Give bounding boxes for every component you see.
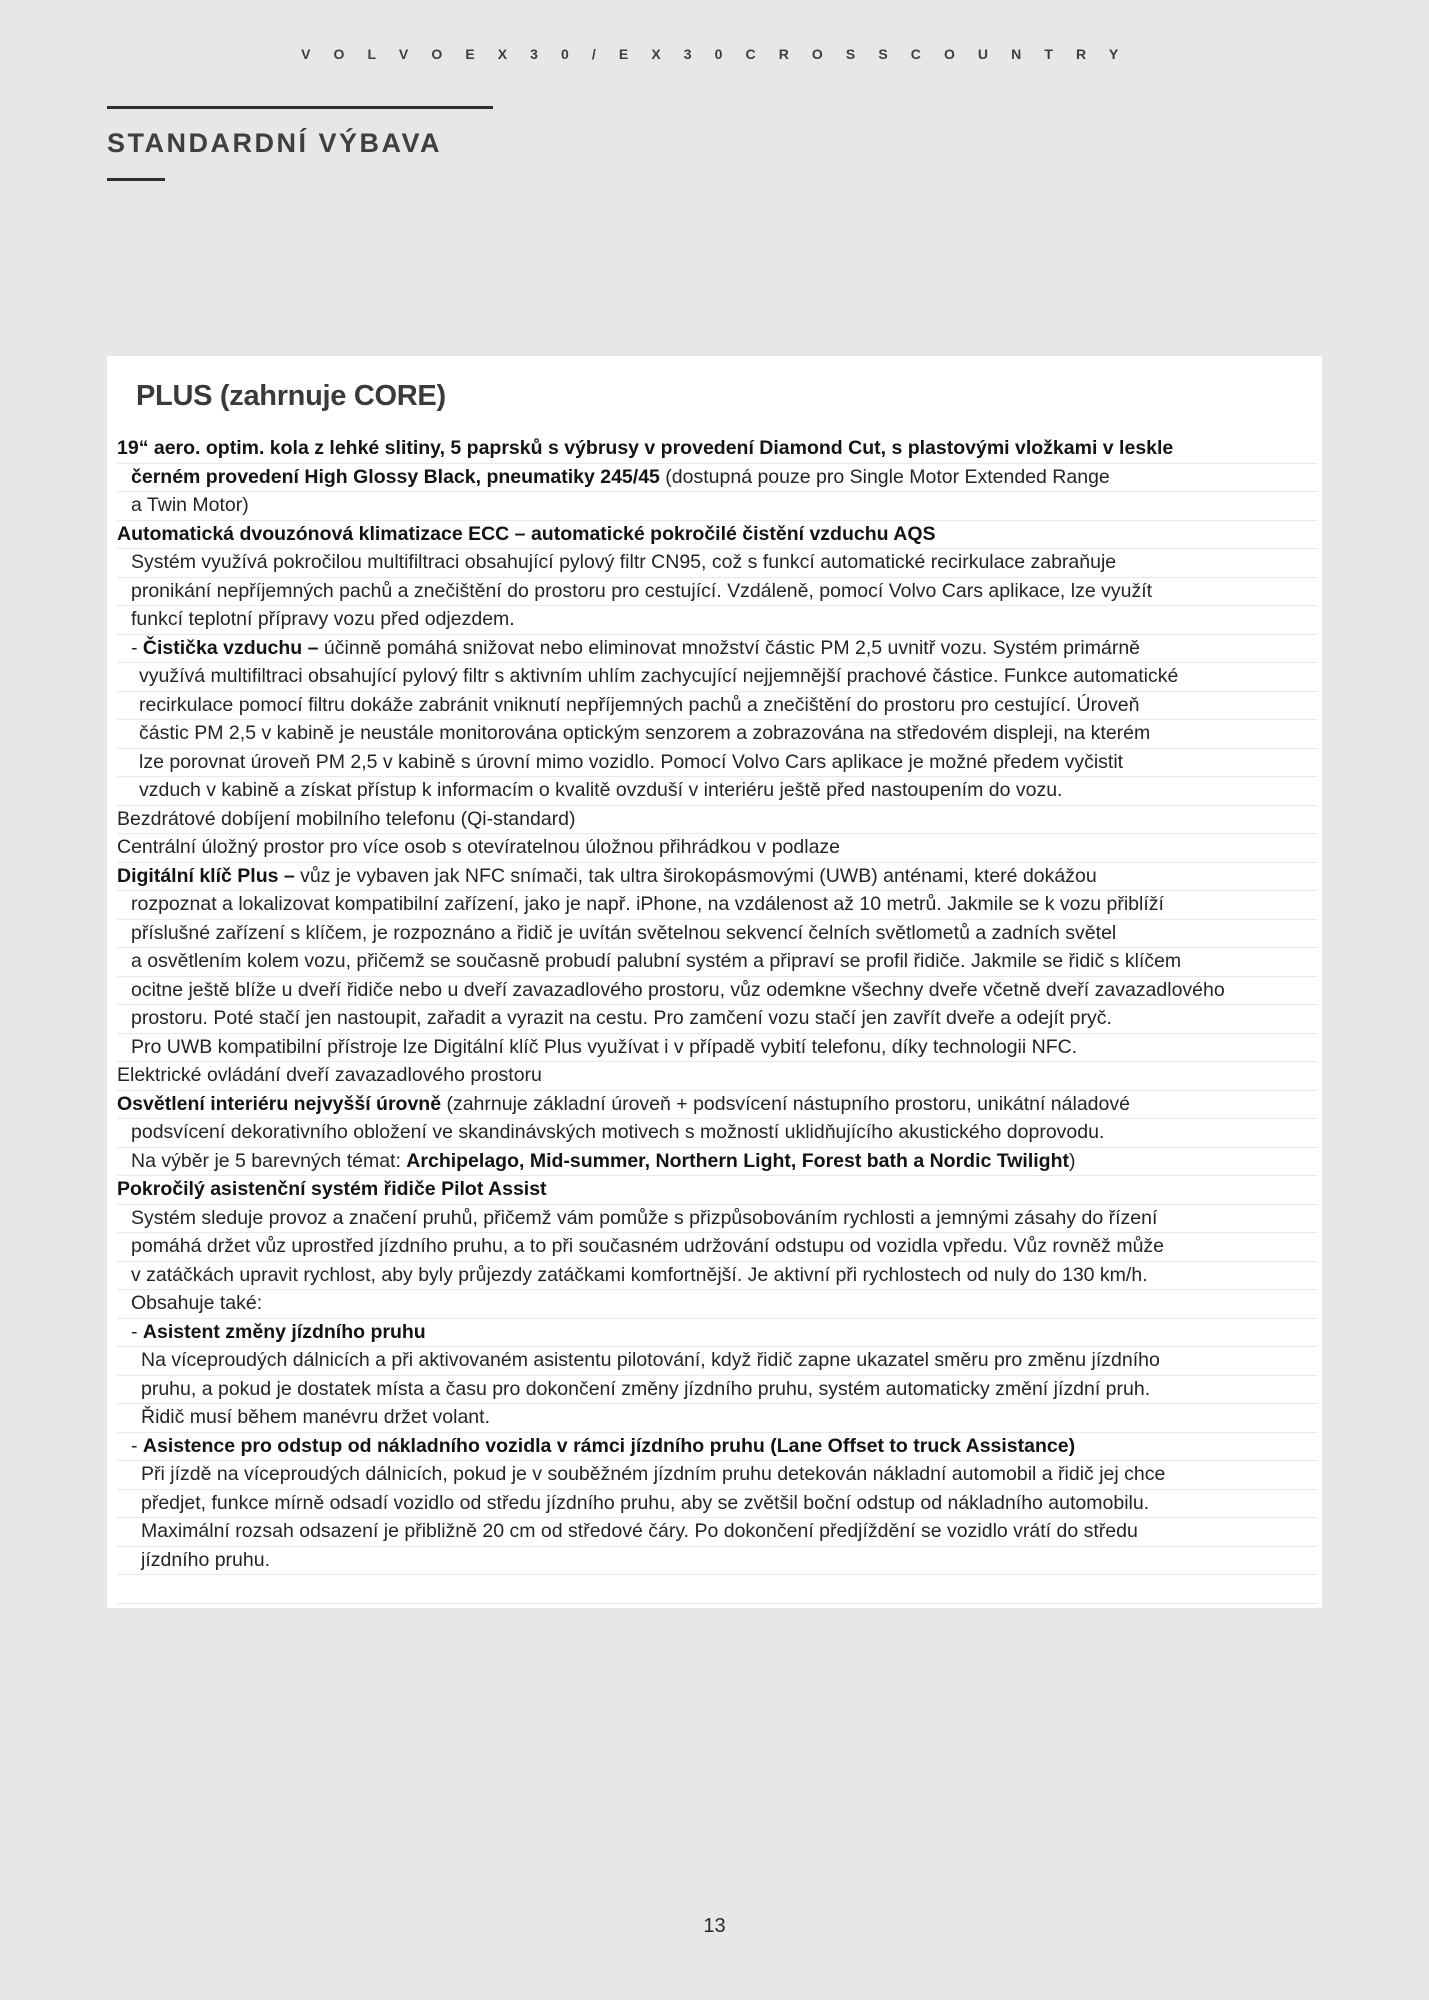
list-line (117, 948, 1317, 977)
list-line (117, 1518, 1317, 1547)
title-underline (107, 178, 165, 181)
line-text: a Twin Motor) (131, 494, 249, 516)
line-text: - (131, 1320, 143, 1343)
list-line (117, 1490, 1317, 1519)
list-line (117, 1091, 1317, 1120)
line-text: Pro UWB kompatibilní přístroje lze Digitální klíč Plus využívat i v případě vybití telefonu, díky technologii NFC. (131, 1035, 1078, 1058)
line-text: pomáhá držet vůz uprostřed jízdního pruhu, a to při současném udržování odstupu od vozidla vpředu. Vůz rovněž může (131, 1235, 1165, 1257)
line-text: Elektrické ovládání dveří zavazadlového prostoru (117, 1064, 542, 1086)
list-line (117, 1347, 1317, 1376)
list-line (117, 1547, 1317, 1576)
list-line (117, 891, 1317, 920)
line-text: využívá multifiltraci obsahující pylový filtr s aktivním uhlím zachycující nejjemnější prachové částice. Funkce automatické (139, 665, 1179, 687)
line-text: částic PM 2,5 v kabině je neustále monitorována optickým senzorem a zobrazována na středovém displeji, na kterém (139, 722, 1151, 744)
bold-text: Asistent změny jízdního pruhu (142, 1320, 426, 1343)
list-line (117, 1376, 1317, 1405)
line-text: prostoru. Poté stačí jen nastoupit, zařadit a vyrazit na cestu. Pro zamčení vozu stačí jen zavřít dveře a odejít pryč. (131, 1007, 1112, 1029)
list-line (117, 1005, 1317, 1034)
list-line (117, 578, 1317, 607)
bold-text: Osvětlení interiéru nejvyšší úrovně (117, 1092, 442, 1115)
line-text: ) (1068, 1149, 1076, 1172)
list-line (117, 464, 1317, 493)
list-line (117, 1205, 1317, 1234)
list-line (117, 492, 1317, 521)
page-number: 13 (703, 1915, 726, 1937)
document-header: V O L V O E X 3 0 / E X 3 0 C R O S S C O U N T R Y (301, 46, 1128, 62)
line-text: Maximální rozsah odsazení je přibližně 20 cm od středové čáry. Po dokončení předjíždění se vozidlo vrátí do středu (141, 1520, 1138, 1542)
bold-text: Asistence pro odstup od nákladního vozidla v rámci jízdního pruhu (Lane Offset to truck Assistance) (142, 1434, 1076, 1457)
line-text: příslušné zařízení s klíčem, je rozpoznáno a řidič je uvítán světelnou sekvencí čelních světlometů a zadních světel (131, 921, 1117, 944)
list-line (117, 834, 1317, 863)
list-line (117, 521, 1317, 550)
equipment-list (117, 435, 1317, 1604)
line-text: Při jízdě na víceproudých dálnicích, pokud je v souběžném jízdním pruhu detekován nákladní automobil a řidič jej chce (141, 1463, 1166, 1485)
line-text: Bezdrátové dobíjení mobilního telefonu (Qi-standard) (117, 807, 576, 830)
list-line (117, 692, 1317, 721)
list-line (117, 1575, 1317, 1604)
bold-text: Čistička vzduchu – (142, 636, 319, 659)
list-line (117, 1404, 1317, 1433)
bold-text: 19“ aero. optim. kola z lehké slitiny, 5 paprsků s výbrusy v provedení Diamond Cut, s plastovými vložkami v leskle (117, 437, 1174, 459)
list-line (117, 1262, 1317, 1291)
list-line (117, 977, 1317, 1006)
line-text: jízdního pruhu. (141, 1548, 271, 1571)
bold-text: Digitální klíč Plus – (117, 864, 295, 887)
line-text: rozpoznat a lokalizovat kompatibilní zařízení, jako je např. iPhone, na vzdálenost až 10 metrů. Jakmile se k vozu přiblíží (131, 893, 1164, 915)
line-text: (dostupná pouze pro Single Motor Extended Range (659, 465, 1110, 488)
equipment-panel (107, 356, 1322, 1608)
list-line (117, 1461, 1317, 1490)
line-text: Na výběr je 5 barevných témat: (131, 1149, 407, 1172)
line-text: ocitne ještě blíže u dveří řidiče nebo u dveří zavazadlového prostoru, vůz odemkne všechny dveře včetně dveří zavazadlového (131, 978, 1225, 1001)
line-text: - (131, 636, 143, 659)
line-text: - (131, 1434, 143, 1457)
line-text: pruhu, a pokud je dostatek místa a času pro dokončení změny jízdního pruhu, systém automaticky změní jízdní pruh. (141, 1377, 1151, 1400)
line-text: Na víceproudých dálnicích a při aktivovaném asistentu pilotování, když řidič zapne ukazatel směru pro změnu jízdního (141, 1349, 1160, 1371)
list-line (117, 663, 1317, 692)
list-line (117, 1290, 1317, 1319)
line-text: účinně pomáhá snižovat nebo eliminovat množství částic PM 2,5 uvnitř vozu. Systém primárně (318, 636, 1141, 659)
list-line (117, 549, 1317, 578)
line-text: recirkulace pomocí filtru dokáže zabránit vniknutí nepříjemných pachů a znečištění do prostoru pro cestující. Úroveň (139, 693, 1140, 716)
line-text: Řidič musí během manévru držet volant. (141, 1406, 490, 1428)
list-line (117, 1319, 1317, 1348)
list-line (117, 635, 1317, 664)
line-text: Systém využívá pokročilou multifiltraci obsahující pylový filtr CN95, což s funkcí automatické recirkulace zabraňuje (131, 551, 1117, 573)
list-line (117, 606, 1317, 635)
list-line (117, 1119, 1317, 1148)
list-line (117, 806, 1317, 835)
section-title: STANDARDNÍ VÝBAVA (107, 128, 443, 158)
list-line (117, 1034, 1317, 1063)
line-text: vůz je vybaven jak NFC snímači, tak ultra širokopásmovými (UWB) anténami, které dokážou (294, 864, 1097, 887)
list-line (117, 920, 1317, 949)
list-line (117, 1176, 1317, 1205)
line-text: lze porovnat úroveň PM 2,5 v kabině s úrovní mimo vozidlo. Pomocí Volvo Cars aplikace je možné předem vyčistit (139, 750, 1124, 773)
list-line (117, 1062, 1317, 1091)
header-rule (107, 106, 493, 109)
line-text: pronikání nepříjemných pachů a znečištění do prostoru pro cestující. Vzdáleně, pomocí Volvo Cars aplikace, lze využít (131, 579, 1153, 602)
line-text: v zatáčkách upravit rychlost, aby byly průjezdy zatáčkami komfortnější. Je aktivní při rychlostech od nuly do 130 km/h. (131, 1263, 1148, 1286)
list-line (117, 749, 1317, 778)
line-text: funkcí teplotní přípravy vozu před odjezdem. (131, 608, 515, 630)
list-line (117, 435, 1317, 464)
bold-text: Pokročilý asistenční systém řidiče Pilot Assist (117, 1178, 547, 1200)
line-text: Systém sleduje provoz a značení pruhů, přičemž vám pomůže s přizpůsobováním rychlosti a jemnými zásahy do řízení (131, 1206, 1158, 1229)
bold-text: černém provedení High Glossy Black, pneumatiky 245/45 (131, 465, 660, 488)
line-text: vzduch v kabině a získat přístup k informacím o kvalitě ovzduší v interiéru ještě před nastoupením do vozu. (139, 779, 1063, 801)
panel-title: PLUS (zahrnuje CORE) (136, 380, 446, 412)
list-line (117, 720, 1317, 749)
list-line (117, 1148, 1317, 1177)
line-text: Obsahuje také: (131, 1292, 263, 1314)
line-text: podsvícení dekorativního obložení ve skandinávských motivech s možností uklidňujícího akustického doprovodu. (131, 1121, 1105, 1143)
line-text: předjet, funkce mírně odsadí vozidlo od středu jízdního pruhu, aby se zvětšil boční odstup od nákladního automobilu. (141, 1491, 1150, 1514)
list-line (117, 863, 1317, 892)
line-text: Centrální úložný prostor pro více osob s otevíratelnou úložnou přihrádkou v podlaze (117, 836, 841, 858)
bold-text: Automatická dvouzónová klimatizace ECC – automatické pokročilé čistění vzduchu AQS (117, 522, 936, 545)
list-line (117, 777, 1317, 806)
line-text: (zahrnuje základní úroveň + podsvícení nástupního prostoru, unikátní náladové (441, 1092, 1130, 1115)
list-line (117, 1233, 1317, 1262)
line-text: a osvětlením kolem vozu, přičemž se současně probudí palubní systém a připraví se profil řidiče. Jakmile se řidič s klíčem (131, 950, 1182, 972)
bold-text: Archipelago, Mid-summer, Northern Light, Forest bath a Nordic Twilight (406, 1149, 1069, 1172)
list-line (117, 1433, 1317, 1462)
